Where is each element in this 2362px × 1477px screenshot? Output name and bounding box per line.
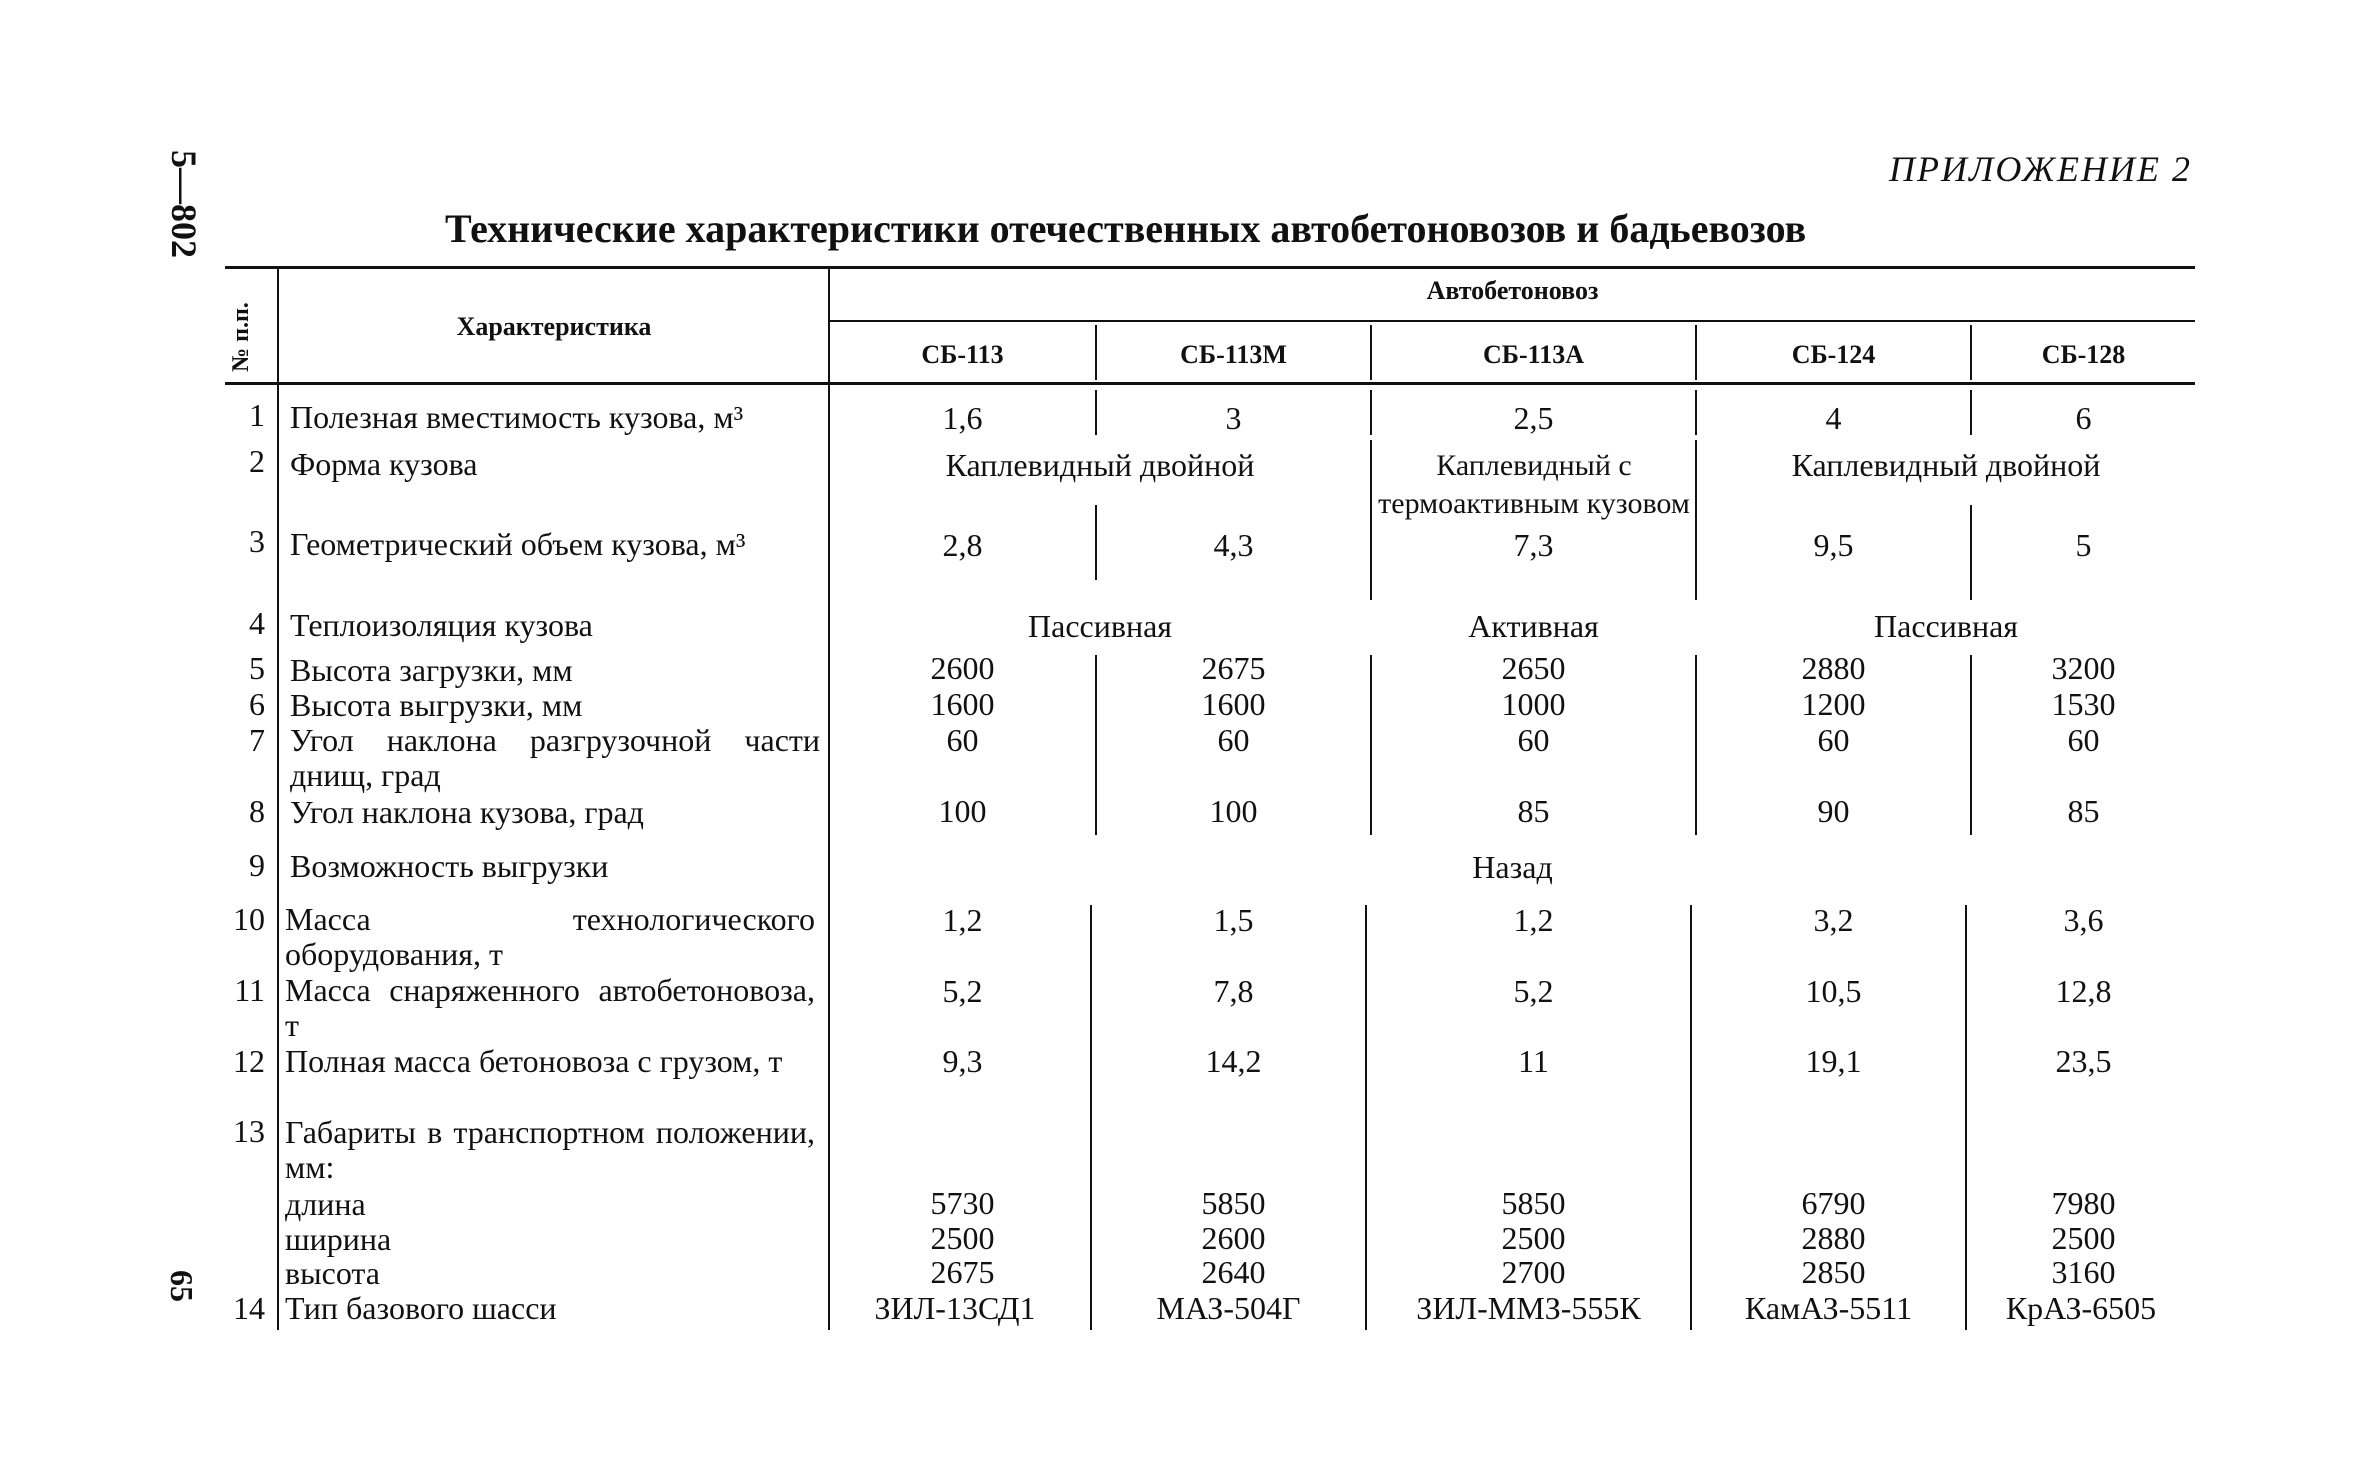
row-label: Полная масса бетоновоза с грузом, т xyxy=(285,1043,783,1079)
table-cell: КамАЗ-5511 xyxy=(1744,1290,1913,1326)
row-label: Теплоизоляция кузова xyxy=(290,607,593,643)
row-label: Высота выгрузки, мм xyxy=(290,687,583,723)
table-cell: 5 xyxy=(2075,527,2092,563)
table-cell: 2650 xyxy=(1501,650,1566,686)
table-cell: 7980 xyxy=(2051,1185,2116,1221)
table-cell: 6 xyxy=(2075,400,2092,436)
table-cell: 3160 xyxy=(2051,1254,2116,1290)
table-cell: 12,8 xyxy=(2055,973,2112,1009)
table-cell: 2,5 xyxy=(1513,400,1554,436)
table-cell: 90 xyxy=(1817,793,1850,829)
table-cell: 14,2 xyxy=(1205,1043,1262,1079)
table-cell: 2500 xyxy=(2051,1220,2116,1256)
row-label: Габариты в транспортном положении, мм: xyxy=(285,1114,815,1185)
row-sublabel: высота xyxy=(285,1255,380,1291)
table-cell: 2,8 xyxy=(942,527,983,563)
table-cell: 1000 xyxy=(1501,686,1566,722)
page-number: 65 xyxy=(164,1270,200,1302)
row-label: Тип базового шасси xyxy=(285,1290,557,1326)
table-cell: 3200 xyxy=(2051,650,2116,686)
row-number: 3 xyxy=(249,523,265,559)
header-bottom-rule xyxy=(225,382,2195,385)
table-cell: КрАЗ-6505 xyxy=(2005,1290,2157,1326)
table-cell: 100 xyxy=(1209,793,1258,829)
row-number: 6 xyxy=(249,686,265,722)
row-label: Масса технологического оборудования, т xyxy=(285,901,815,972)
row-number: 7 xyxy=(249,722,265,758)
row-number: 5 xyxy=(249,650,265,686)
table-cell: 3 xyxy=(1225,400,1242,436)
table-cell: ЗИЛ-ММЗ-555К xyxy=(1416,1290,1641,1326)
table-cell: 1,5 xyxy=(1213,902,1254,938)
table-cell: 5,2 xyxy=(1513,973,1554,1009)
table-cell: 1,2 xyxy=(1513,902,1554,938)
row-label: Возможность выгрузки xyxy=(290,848,609,884)
table-cell: 2600 xyxy=(930,650,995,686)
table-cell: 2880 xyxy=(1801,650,1866,686)
table-cell: 7,8 xyxy=(1213,973,1254,1009)
table-cell: 1600 xyxy=(930,686,995,722)
table-cell: 60 xyxy=(2067,722,2100,758)
table-cell: 60 xyxy=(1217,722,1250,758)
table-cell: 60 xyxy=(946,722,979,758)
row-label: Геометрический объем кузова, м³ xyxy=(290,526,746,562)
table-cell: 5850 xyxy=(1501,1185,1566,1221)
table-cell: МАЗ-504Г xyxy=(1156,1290,1301,1326)
table-cell: 10,5 xyxy=(1805,973,1862,1009)
table-span-cell: Активная xyxy=(1468,608,1599,644)
row-label: Форма кузова xyxy=(290,446,478,482)
row-label: Угол наклона кузова, град xyxy=(290,794,644,830)
char-column-header: Характеристика xyxy=(456,312,652,341)
group-header: Автобетоновоз xyxy=(1426,276,1599,305)
col-header-sb124: СБ-124 xyxy=(1791,340,1876,369)
table-cell: 5,2 xyxy=(942,973,983,1009)
row-number: 1 xyxy=(249,397,265,433)
table-span-cell: Пассивная xyxy=(1028,608,1172,644)
table-cell: 85 xyxy=(2067,793,2100,829)
table-cell: 9,3 xyxy=(942,1043,983,1079)
table-cell: 23,5 xyxy=(2055,1043,2112,1079)
col-header-sb113m: СБ-113М xyxy=(1180,340,1287,369)
table-cell: 2640 xyxy=(1201,1254,1266,1290)
table-cell: 1200 xyxy=(1801,686,1866,722)
table-cell: 2880 xyxy=(1801,1220,1866,1256)
table-cell: 3,6 xyxy=(2063,902,2104,938)
table-cell: 5730 xyxy=(930,1185,995,1221)
col-header-sb113: СБ-113 xyxy=(921,340,1004,369)
row-label: Высота загрузки, мм xyxy=(290,652,573,688)
col-header-sb113a: СБ-113А xyxy=(1483,340,1584,369)
table-cell: 1,2 xyxy=(942,902,983,938)
table-span-cell: Пассивная xyxy=(1874,608,2018,644)
side-page-code: 5—802 xyxy=(164,150,204,258)
col-divider-num xyxy=(277,268,279,1330)
table-cell: 2700 xyxy=(1501,1254,1566,1290)
table-span-cell: Каплевидный двойной xyxy=(1791,447,2101,483)
row-number: 4 xyxy=(249,605,265,641)
table-span-cell: Каплевидный двойной xyxy=(945,447,1255,483)
group-header-rule xyxy=(830,320,2195,322)
appendix-label: ПРИЛОЖЕНИЕ 2 xyxy=(1889,149,2192,189)
row-label: Полезная вместимость кузова, м³ xyxy=(290,399,744,435)
table-cell: 11 xyxy=(1518,1043,1549,1079)
table-cell: 1530 xyxy=(2051,686,2116,722)
table-cell: 2850 xyxy=(1801,1254,1866,1290)
table-cell: 7,3 xyxy=(1513,527,1554,563)
table-cell: 100 xyxy=(938,793,987,829)
row-number: 14 xyxy=(233,1290,265,1326)
table-cell: 19,1 xyxy=(1805,1043,1862,1079)
table-cell: 5850 xyxy=(1201,1185,1266,1221)
table-cell: 2600 xyxy=(1201,1220,1266,1256)
table-cell: 1600 xyxy=(1201,686,1266,722)
row-number: 13 xyxy=(233,1113,265,1149)
table-cell: 2675 xyxy=(1201,650,1266,686)
table-span-cell: Назад xyxy=(1472,849,1553,885)
table-cell: 4 xyxy=(1825,400,1842,436)
page-title: Технические характеристики отечественных автобетоновозов и бадьевозов xyxy=(445,206,1807,251)
table-cell: 4,3 xyxy=(1213,527,1254,563)
row-number: 8 xyxy=(249,793,265,829)
table-span-cell: Каплевидный с термоактивным кузовом xyxy=(1378,449,1690,520)
table-cell: 85 xyxy=(1517,793,1550,829)
table-cell: 2675 xyxy=(930,1254,995,1290)
row-label: Угол наклона разгрузочной части днищ, град xyxy=(290,722,820,793)
table-top-rule xyxy=(225,266,2195,269)
row-label: Масса снаряженного автобетоновоза, т xyxy=(285,972,815,1043)
row-number: 2 xyxy=(249,443,265,479)
table-cell: 1,6 xyxy=(942,400,983,436)
table-cell: 2500 xyxy=(1501,1220,1566,1256)
table-cell: ЗИЛ-13СД1 xyxy=(874,1290,1036,1326)
row-sublabel: длина xyxy=(285,1186,366,1222)
row-number: 9 xyxy=(249,847,265,883)
row-number: 12 xyxy=(233,1043,265,1079)
table-cell: 60 xyxy=(1517,722,1550,758)
num-column-header: № п.п. xyxy=(228,302,254,372)
table-cell: 9,5 xyxy=(1813,527,1854,563)
row-number: 10 xyxy=(233,901,265,937)
table-cell: 60 xyxy=(1817,722,1850,758)
row-sublabel: ширина xyxy=(285,1221,392,1257)
table-cell: 3,2 xyxy=(1813,902,1854,938)
table-cell: 6790 xyxy=(1801,1185,1866,1221)
col-header-sb128: СБ-128 xyxy=(2041,340,2126,369)
table-cell: 2500 xyxy=(930,1220,995,1256)
row-number: 11 xyxy=(234,972,265,1008)
